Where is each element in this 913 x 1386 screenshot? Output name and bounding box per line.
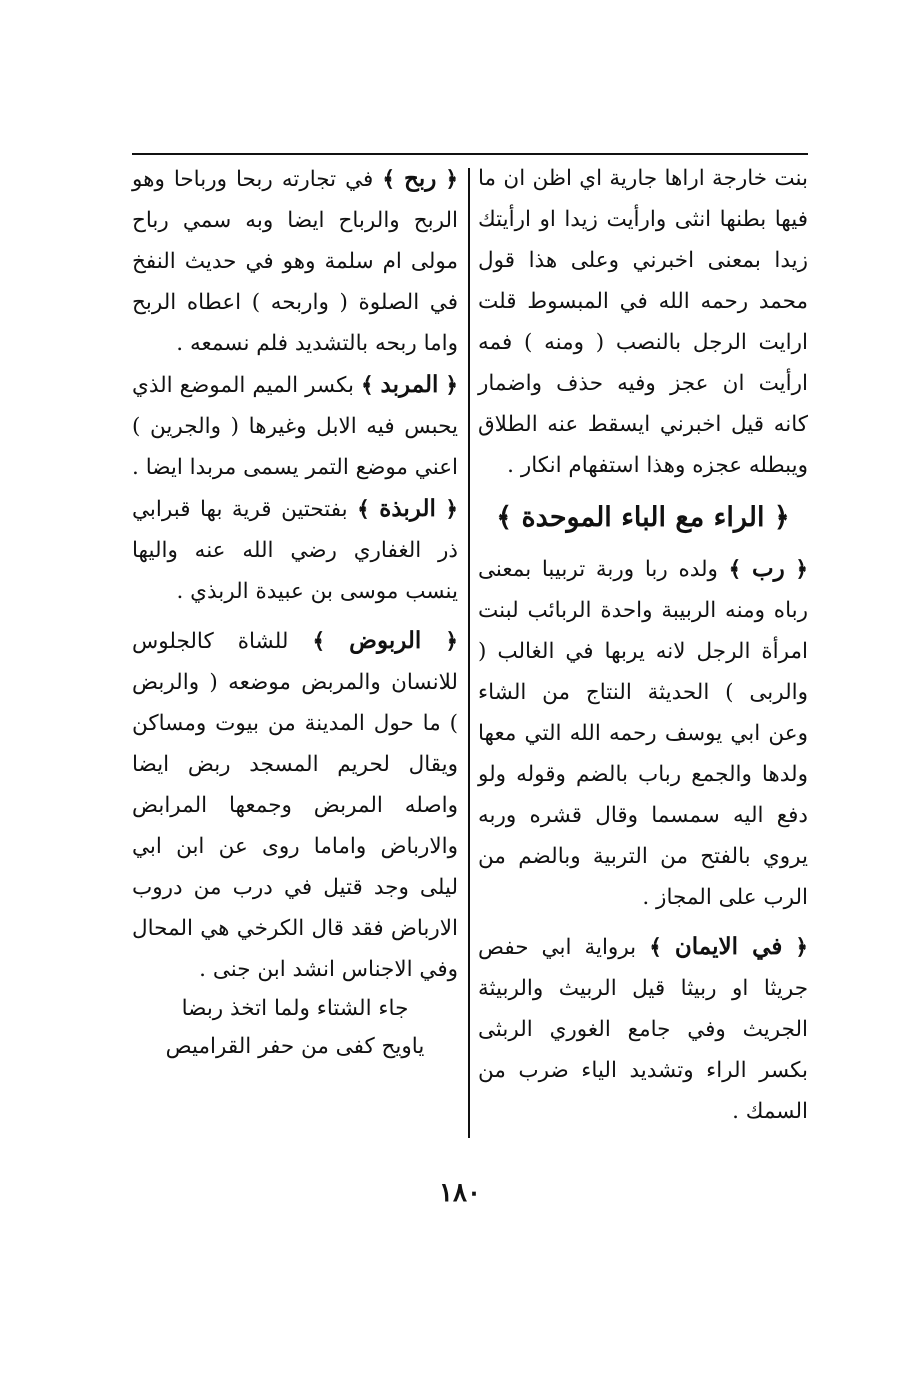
bracket-close: ﴾	[382, 167, 395, 192]
right-column	[478, 158, 808, 1132]
headword: المربد	[380, 371, 439, 398]
bracket-open: ﴿	[445, 373, 458, 398]
headword: ربح	[404, 165, 437, 192]
section-title: ﴿ الراء مع الباء الموحدة ﴾	[496, 502, 790, 533]
entry-ribh	[132, 158, 458, 364]
entry-mirbad	[132, 364, 458, 488]
bracket-close: ﴾	[728, 557, 742, 582]
verse-line-2: ياويح كفى من حفر القراميص	[165, 1034, 425, 1059]
entry-fil-aiman	[478, 926, 808, 1132]
entry-text: للشاة كالجلوس للانسان والمربض موضعه ( والربض ) ما حول المدينة من بيوت ومساكن ويقال لحريم المسجد ربض ايضا واصله المربض وجمعها المرابض والارباض واماما روى عن ابن ابي ليلى وجد قتيل في درب من دروب الارباض فقد قال الكرخي هي المحال وفي الاجناس انشد ابن جنى .	[132, 629, 458, 982]
headword: رب	[751, 555, 785, 582]
left-column	[132, 158, 458, 1066]
bracket-open: ﴿	[795, 557, 808, 582]
right-paragraph-1: بنت خارجة اراها جارية اي اظن ان ما فيها بطنها انثى وارأيت زيدا او ارأيتك زيدا بمعنى اخبرني وعلى هذا قول محمد رحمه الله في المبسوط قلت ارايت الرجل بالنصب ( ومنه ) فمه ارأيت ان عجز وفيه حذف واضمار كانه قيل اخبرني ايسقط عنه الطلاق ويبطله عجزه وهذا استفهام انكار .	[478, 166, 808, 478]
entry-text: بكسر الميم الموضع الذي يحبس فيه الابل وغيرها ( والجرين ) اعني موضع التمر يسمى مربدا ايضا .	[132, 373, 458, 480]
entry-text: برواية ابي حفص جريثا او ربيثا قيل الربيث والربيثة الجريث وفي جامع الغوري الربثى بكسر الراء وتشديد الياء ضرب من السمك .	[478, 935, 808, 1124]
page-number: ١٨٠	[439, 1178, 481, 1208]
entry-text: بفتحتين قرية بها قبرابي ذر الغفاري رضي الله عنه واليها ينسب موسى بن عبيدة الربذي .	[132, 497, 458, 604]
bracket-close: ﴾	[360, 373, 374, 398]
column-divider	[468, 168, 470, 1138]
bracket-close: ﴾	[649, 935, 662, 960]
verse-line-1: جاء الشتاء ولما اتخذ ربضا	[181, 996, 409, 1021]
entry-text: في تجارته ربحا ورباحا وهو الربح والرباح ايضا وبه سمي رباح مولى ام سلمة وهو في حديث النفخ في الصلوة ( واربحه ) اعطاه الربح واما ربحه بالتشديد فلم نسمعه .	[132, 167, 458, 356]
bracket-close: ﴾	[312, 629, 326, 654]
entry-rubud	[132, 620, 458, 990]
bracket-close: ﴾	[357, 497, 370, 522]
headword: في الايمان	[674, 933, 783, 960]
bracket-open: ﴿	[445, 497, 458, 522]
headword: الربوض	[349, 627, 422, 654]
top-rule	[132, 153, 808, 155]
bracket-open: ﴿	[445, 629, 458, 654]
entry-rabadha	[132, 488, 458, 612]
entry-text: ولده ربا وربة تربيبا بمعنى رباه ومنه الربيبة واحدة الربائب لبنت امرأة الرجل لانه يربها في الغالب ( والربى ) الحديثة النتاج من الشاء وعن ابي يوسف رحمه الله التي معها ولدها والجمع رباب بالضم وقوله ولو دفع اليه سمسما وقال قشره وربه يروي بالفتح من التربية وبالضم من الرب على المجاز .	[478, 557, 808, 910]
headword: الربذة	[379, 495, 436, 522]
bracket-open: ﴿	[445, 167, 459, 192]
entry-rabb	[478, 548, 808, 918]
bracket-open: ﴿	[795, 935, 809, 960]
